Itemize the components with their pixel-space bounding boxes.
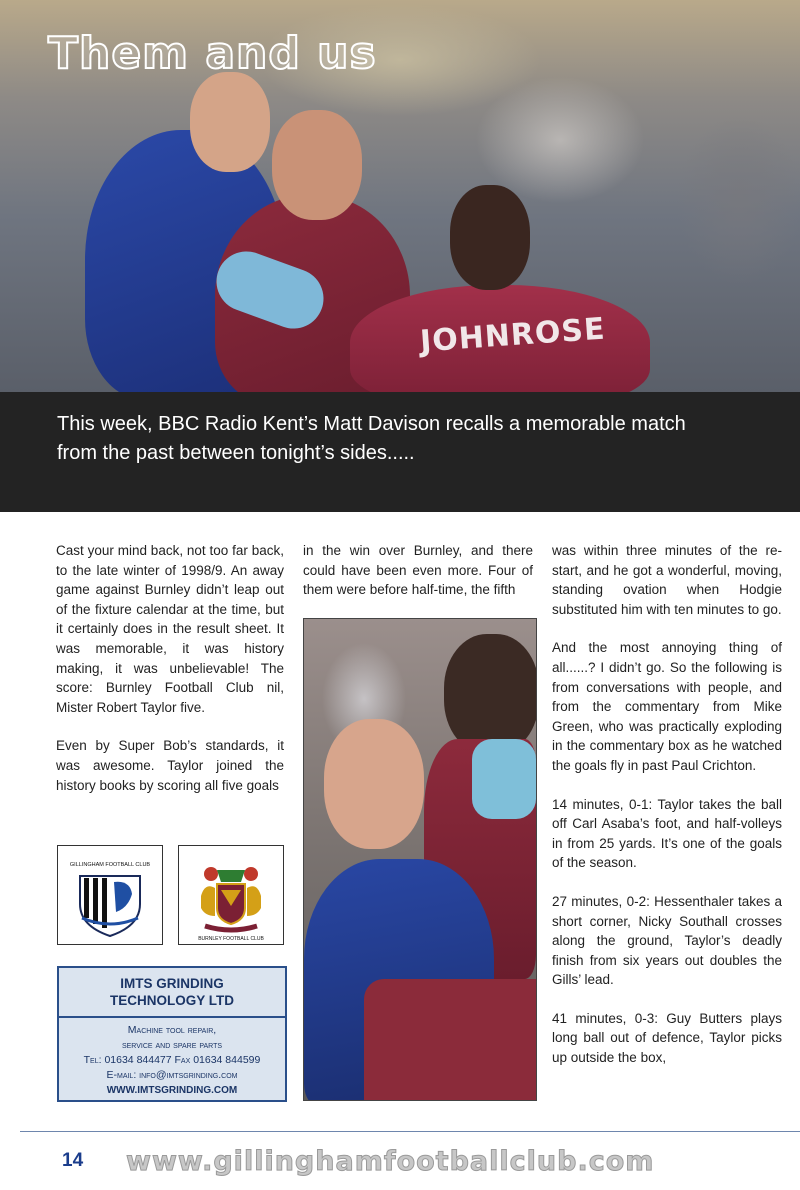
- gillingham-crest-text: GILLINGHAM FOOTBALL CLUB: [69, 862, 151, 868]
- ad-body: [59, 1018, 285, 1098]
- back-player-head: [450, 185, 530, 290]
- page-number: 14: [62, 1150, 84, 1171]
- ad-email-line: E-mail: info@imtsgrinding.com: [106, 1069, 238, 1081]
- article-paragraph: Cast your mind back, not too far back, to the late winter of 1998/9. An away game against Burnley didn’t leap out of the fixture calendar at the time, but it certainly does in the result sheet. It was memorable, it was history making, it was unbelievable! The score: Burnley Football Club nil, Mister Robert Taylor five.: [56, 543, 284, 715]
- claret-player-head: [272, 110, 362, 220]
- burnley-crest-icon: [179, 846, 283, 944]
- imts-advert: [57, 966, 287, 1102]
- claret-shorts: [364, 979, 536, 1101]
- ad-line: service and spare parts: [121, 1039, 223, 1051]
- ad-phone-line: Tel: 01634 844477 Fax 01634 844599: [83, 1054, 261, 1066]
- ad-website[interactable]: WWW.IMTSGRINDING.COM: [106, 1085, 238, 1096]
- article-column-2: [303, 541, 533, 619]
- article-column-3: [552, 541, 782, 1087]
- footer-website[interactable]: www.gillinghamfootballclub.com: [126, 1146, 655, 1177]
- jersey-name: JOHNROSE: [419, 311, 607, 360]
- hero-photo: [0, 0, 800, 392]
- article-paragraph: Even by Super Bob’s standards, it was awesome. Taylor joined the history books by scoring all five goals: [56, 738, 284, 793]
- ad-line: Machine tool repair,: [127, 1024, 217, 1036]
- article-paragraph: 14 minutes, 0-1: Taylor takes the ball off Carl Asaba’s foot, and half-volleys in from 25 yards. It’s one of the goals of the season.: [552, 796, 782, 871]
- gillingham-crest-icon: [58, 846, 162, 944]
- gillingham-crest-box: [57, 845, 163, 945]
- article-column-1: [56, 541, 284, 814]
- article-paragraph: was within three minutes of the re-start, and he got a wonderful, moving, standing ovation when Hodgie substituted him with ten minutes to go.: [552, 543, 782, 617]
- blue-player-head: [190, 72, 270, 172]
- intro-text: This week, BBC Radio Kent’s Matt Davison recalls a memorable match from the past between tonight’s sides.....: [57, 413, 686, 464]
- article-paragraph: in the win over Burnley, and there could have been even more. Four of them were before half-time, the fifth: [303, 543, 533, 598]
- dark-player-head: [444, 634, 537, 754]
- page-headline: Them and us: [48, 28, 377, 79]
- ad-title-line1: IMTS GRINDING: [120, 976, 224, 991]
- burnley-crest-box: [178, 845, 284, 945]
- article-paragraph: 27 minutes, 0-2: Hessenthaler takes a short corner, Nicky Southall crosses along the ground, Taylor’s deadly finish from six years out doubles the Gills’ lead.: [552, 893, 782, 988]
- ad-header: [59, 968, 285, 1018]
- burnley-crest-text: BURNLEY FOOTBALL CLUB: [198, 936, 264, 942]
- match-photo: [303, 618, 537, 1101]
- intro-band: [0, 392, 800, 512]
- blue-player-head: [324, 719, 424, 849]
- article-paragraph: 41 minutes, 0-3: Guy Butters plays long ball out of defence, Taylor picks up outside the box,: [552, 1010, 782, 1066]
- footer-divider: [20, 1131, 800, 1132]
- claret-player-sleeve: [472, 739, 536, 819]
- ad-title-line2: TECHNOLOGY LTD: [110, 993, 234, 1008]
- article-paragraph: And the most annoying thing of all......? I didn’t go. So the following is from conversations with people, and from the commentary from Mike Green, who was practically exploding in the commentary box as he watched the goals fly in past Paul Crichton.: [552, 640, 782, 773]
